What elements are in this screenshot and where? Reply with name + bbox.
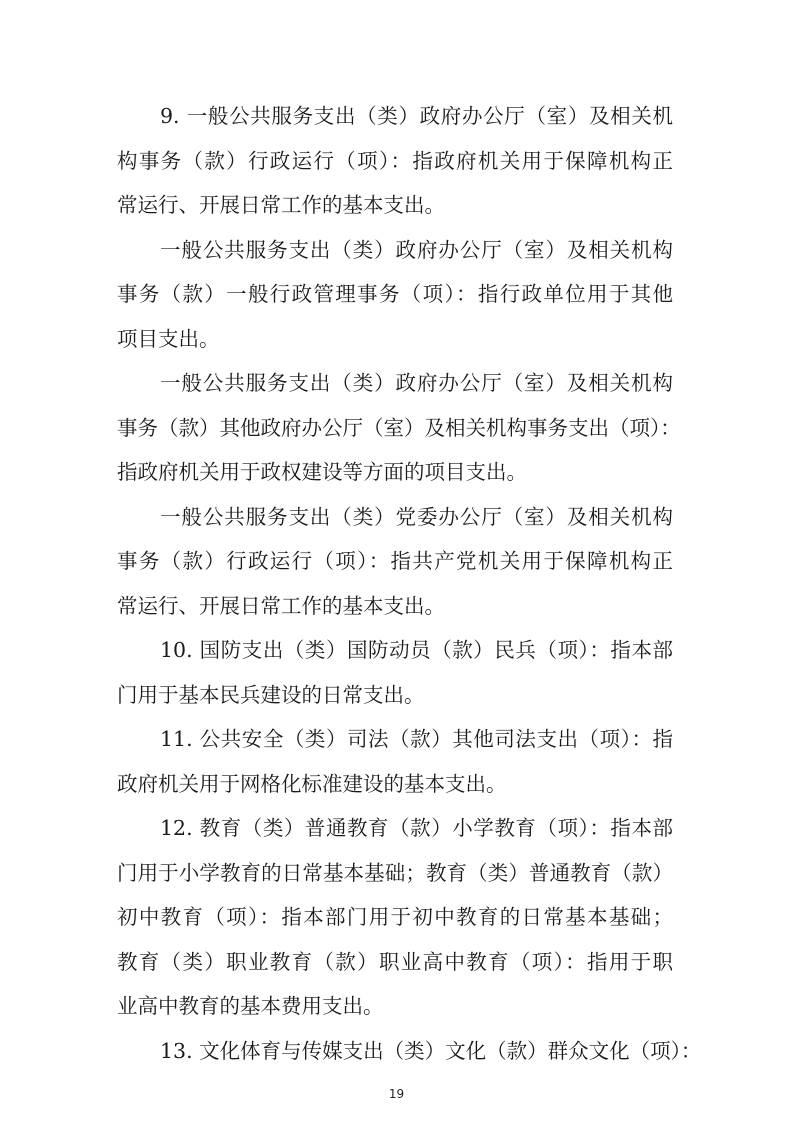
text-line: 门用于小学教育的日常基本基础；教育（类）普通教育（款） [117, 861, 673, 885]
text-line: 10. 国防支出（类）国防动员（款）民兵（项）：指本部 [160, 638, 673, 662]
text-line: 事务（款）行政运行（项）：指共产党机关用于保障机构正 [117, 549, 673, 573]
text-line: 政府机关用于网格化标准建设的基本支出。 [117, 772, 507, 796]
text-line: 9. 一般公共服务支出（类）政府办公厅（室）及相关机 [160, 104, 673, 128]
text-line: 事务（款）一般行政管理事务（项）：指行政单位用于其他 [117, 282, 673, 306]
text-line: 构事务（款）行政运行（项）：指政府机关用于保障机构正 [117, 149, 673, 173]
text-line: 11. 公共安全（类）司法（款）其他司法支出（项）：指 [160, 727, 673, 751]
text-line: 常运行、开展日常工作的基本支出。 [117, 594, 445, 618]
text-line: 12. 教育（类）普通教育（款）小学教育（项）：指本部 [160, 816, 673, 840]
text-line: 一般公共服务支出（类）党委办公厅（室）及相关机构 [160, 505, 673, 529]
text-line: 一般公共服务支出（类）政府办公厅（室）及相关机构 [160, 371, 673, 395]
text-line: 事务（款）其他政府办公厅（室）及相关机构事务支出（项）： [117, 416, 681, 440]
text-line: 门用于基本民兵建设的日常支出。 [117, 683, 425, 707]
text-line: 一般公共服务支出（类）政府办公厅（室）及相关机构 [160, 238, 673, 262]
text-line: 常运行、开展日常工作的基本支出。 [117, 193, 445, 217]
text-line: 13. 文化体育与传媒支出（类）文化（款）群众文化（项）： [160, 1039, 702, 1063]
text-line: 指政府机关用于政权建设等方面的项目支出。 [117, 460, 527, 484]
text-line: 业高中教育的基本费用支出。 [117, 994, 384, 1018]
page-number: 19 [388, 1087, 405, 1101]
text-line: 教育（类）职业教育（款）职业高中教育（项）：指用于职 [117, 950, 673, 974]
text-line: 项目支出。 [117, 327, 220, 351]
text-line: 初中教育（项）：指本部门用于初中教育的日常基本基础； [117, 905, 673, 929]
